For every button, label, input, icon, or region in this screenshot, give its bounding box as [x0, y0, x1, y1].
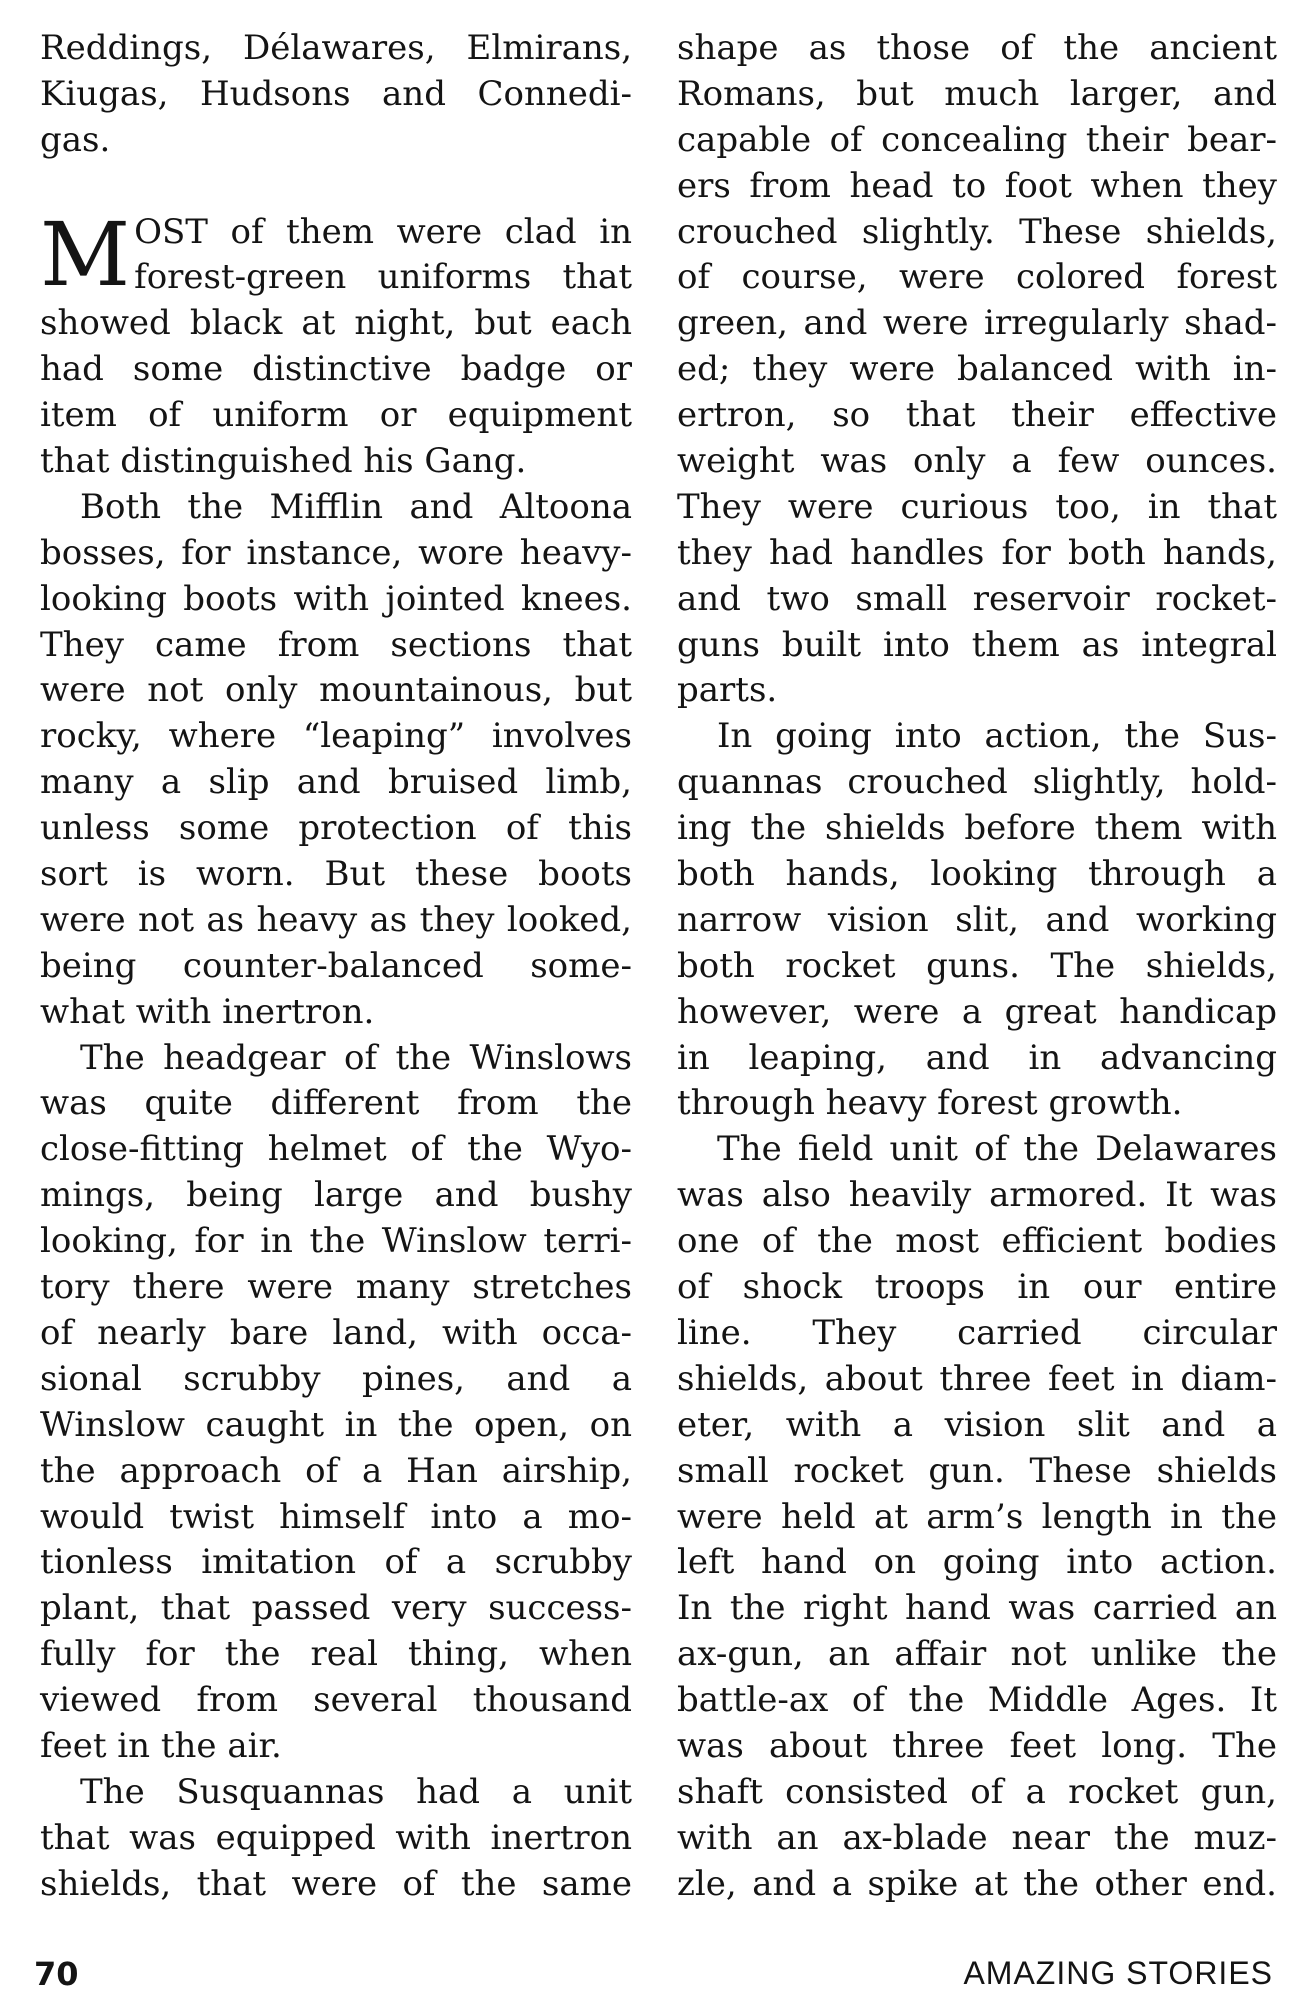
text-line: had some distinctive badge or	[40, 349, 632, 390]
text-line: feet in the air.	[40, 1725, 282, 1766]
drop-cap: M	[40, 202, 131, 306]
left-text-column	[40, 26, 632, 1908]
text-line: left hand on going into action.	[677, 1542, 1277, 1583]
text-line: parts.	[677, 670, 778, 711]
text-line: Winslow caught in the open, on	[40, 1404, 632, 1445]
text-line: shape as those of the ancient	[677, 28, 1277, 68]
text-line: quannas crouched slightly, hold-	[677, 762, 1277, 803]
text-line: shaft consisted of a rocket gun,	[677, 1771, 1277, 1812]
text-line: ed; they were balanced with in-	[677, 349, 1277, 390]
text-line: In going into action, the Sus-	[717, 716, 1277, 757]
text-line: shields, about three feet in diam-	[677, 1358, 1277, 1399]
text-line: forest-green uniforms that	[134, 257, 632, 298]
text-line: green, and were irregularly shad-	[677, 303, 1277, 344]
text-line: The Susquannas had a unit	[80, 1771, 632, 1812]
text-line: many a slip and bruised limb,	[40, 762, 632, 803]
text-line: that distinguished his Gang.	[40, 441, 527, 482]
text-line: the approach of a Han airship,	[40, 1450, 632, 1491]
text-line: were not only mountainous, but	[40, 670, 632, 711]
text-line: ax-gun, an affair not unlike the	[677, 1634, 1277, 1675]
page-number: 70	[34, 1955, 79, 1993]
text-line: both rocket guns. The shields,	[677, 945, 1277, 986]
text-line: was about three feet long. The	[677, 1725, 1277, 1766]
text-line: capable of concealing their bear-	[677, 119, 1277, 160]
text-line: Reddings, Délawares, Elmirans,	[40, 28, 632, 68]
text-line: of shock troops in our entire	[677, 1267, 1277, 1308]
text-line: would twist himself into a mo-	[40, 1496, 632, 1537]
text-line: close-fitting helmet of the Wyo-	[40, 1129, 632, 1170]
text-line: was quite different from the	[40, 1083, 632, 1124]
text-line: crouched slightly. These shields,	[677, 211, 1277, 252]
text-line: sional scrubby pines, and a	[40, 1358, 632, 1399]
text-line: plant, that passed very success-	[40, 1588, 632, 1629]
text-line: In the right hand was carried an	[677, 1588, 1277, 1629]
text-line: The headgear of the Winslows	[80, 1037, 632, 1078]
text-line: what with inertron.	[40, 991, 375, 1032]
text-line: They came from sections that	[40, 624, 632, 665]
text-line: item of uniform or equipment	[40, 395, 632, 436]
text-line: one of the most efficient bodies	[677, 1221, 1277, 1262]
text-line: small rocket gun. These shields	[677, 1450, 1277, 1491]
text-line: and two small reservoir rocket-	[677, 578, 1277, 619]
text-line: ertron, so that their effective	[677, 395, 1277, 436]
text-line: line. They carried circular	[677, 1312, 1277, 1353]
text-line: sort is worn. But these boots	[40, 854, 632, 895]
text-line: OST of them were clad in	[134, 211, 632, 252]
text-line: through heavy forest growth.	[677, 1083, 1183, 1124]
right-text-column	[677, 26, 1277, 1908]
text-line: of course, were colored forest	[677, 257, 1277, 298]
text-line: that was equipped with inertron	[40, 1817, 632, 1858]
text-line: viewed from several thousand	[40, 1680, 632, 1721]
text-line: however, were a great handicap	[677, 991, 1277, 1032]
text-line: mings, being large and bushy	[40, 1175, 632, 1216]
text-line: Kiugas, Hudsons and Connedi-	[40, 73, 632, 114]
text-line: were held at arm’s length in the	[677, 1496, 1277, 1537]
text-line: gas.	[40, 119, 111, 160]
text-line: guns built into them as integral	[677, 624, 1277, 665]
text-line: were not as heavy as they looked,	[40, 899, 632, 940]
text-line: was also heavily armored. It was	[677, 1175, 1277, 1216]
text-line: ers from head to foot when they	[677, 165, 1277, 206]
text-line: The field unit of the Delawares	[717, 1129, 1277, 1170]
text-line: bosses, for instance, wore heavy-	[40, 532, 632, 573]
text-line: eter, with a vision slit and a	[677, 1404, 1277, 1445]
text-line: with an ax-blade near the muz-	[677, 1817, 1277, 1858]
text-line: Both the Mifflin and Altoona	[80, 486, 632, 527]
text-line: fully for the real thing, when	[40, 1634, 632, 1675]
text-line: they had handles for both hands,	[677, 532, 1277, 573]
text-line: shields, that were of the same	[40, 1863, 632, 1904]
text-line: battle-ax of the Middle Ages. It	[677, 1680, 1277, 1721]
text-line: showed black at night, but each	[40, 303, 632, 344]
text-line: narrow vision slit, and working	[677, 899, 1277, 940]
text-line: of nearly bare land, with occa-	[40, 1312, 632, 1353]
magazine-title: AMAZING STORIES	[963, 1955, 1273, 1991]
text-line: weight was only a few ounces.	[677, 441, 1277, 482]
page-footer	[34, 1955, 1273, 1999]
text-line: Romans, but much larger, and	[677, 73, 1277, 114]
text-line: rocky, where “leaping” involves	[40, 716, 632, 757]
text-line: being counter-balanced some-	[40, 945, 632, 986]
text-line: both hands, looking through a	[677, 854, 1277, 895]
text-line: tory there were many stretches	[40, 1267, 632, 1308]
text-line: unless some protection of this	[40, 808, 632, 849]
text-line: looking boots with jointed knees.	[40, 578, 632, 619]
text-line: in leaping, and in advancing	[677, 1037, 1277, 1078]
text-line: tionless imitation of a scrubby	[40, 1542, 632, 1583]
text-line: looking, for in the Winslow terri-	[40, 1221, 632, 1262]
text-line: They were curious too, in that	[677, 486, 1277, 527]
text-line: zle, and a spike at the other end.	[677, 1863, 1277, 1904]
text-line: ing the shields before them with	[677, 808, 1277, 849]
